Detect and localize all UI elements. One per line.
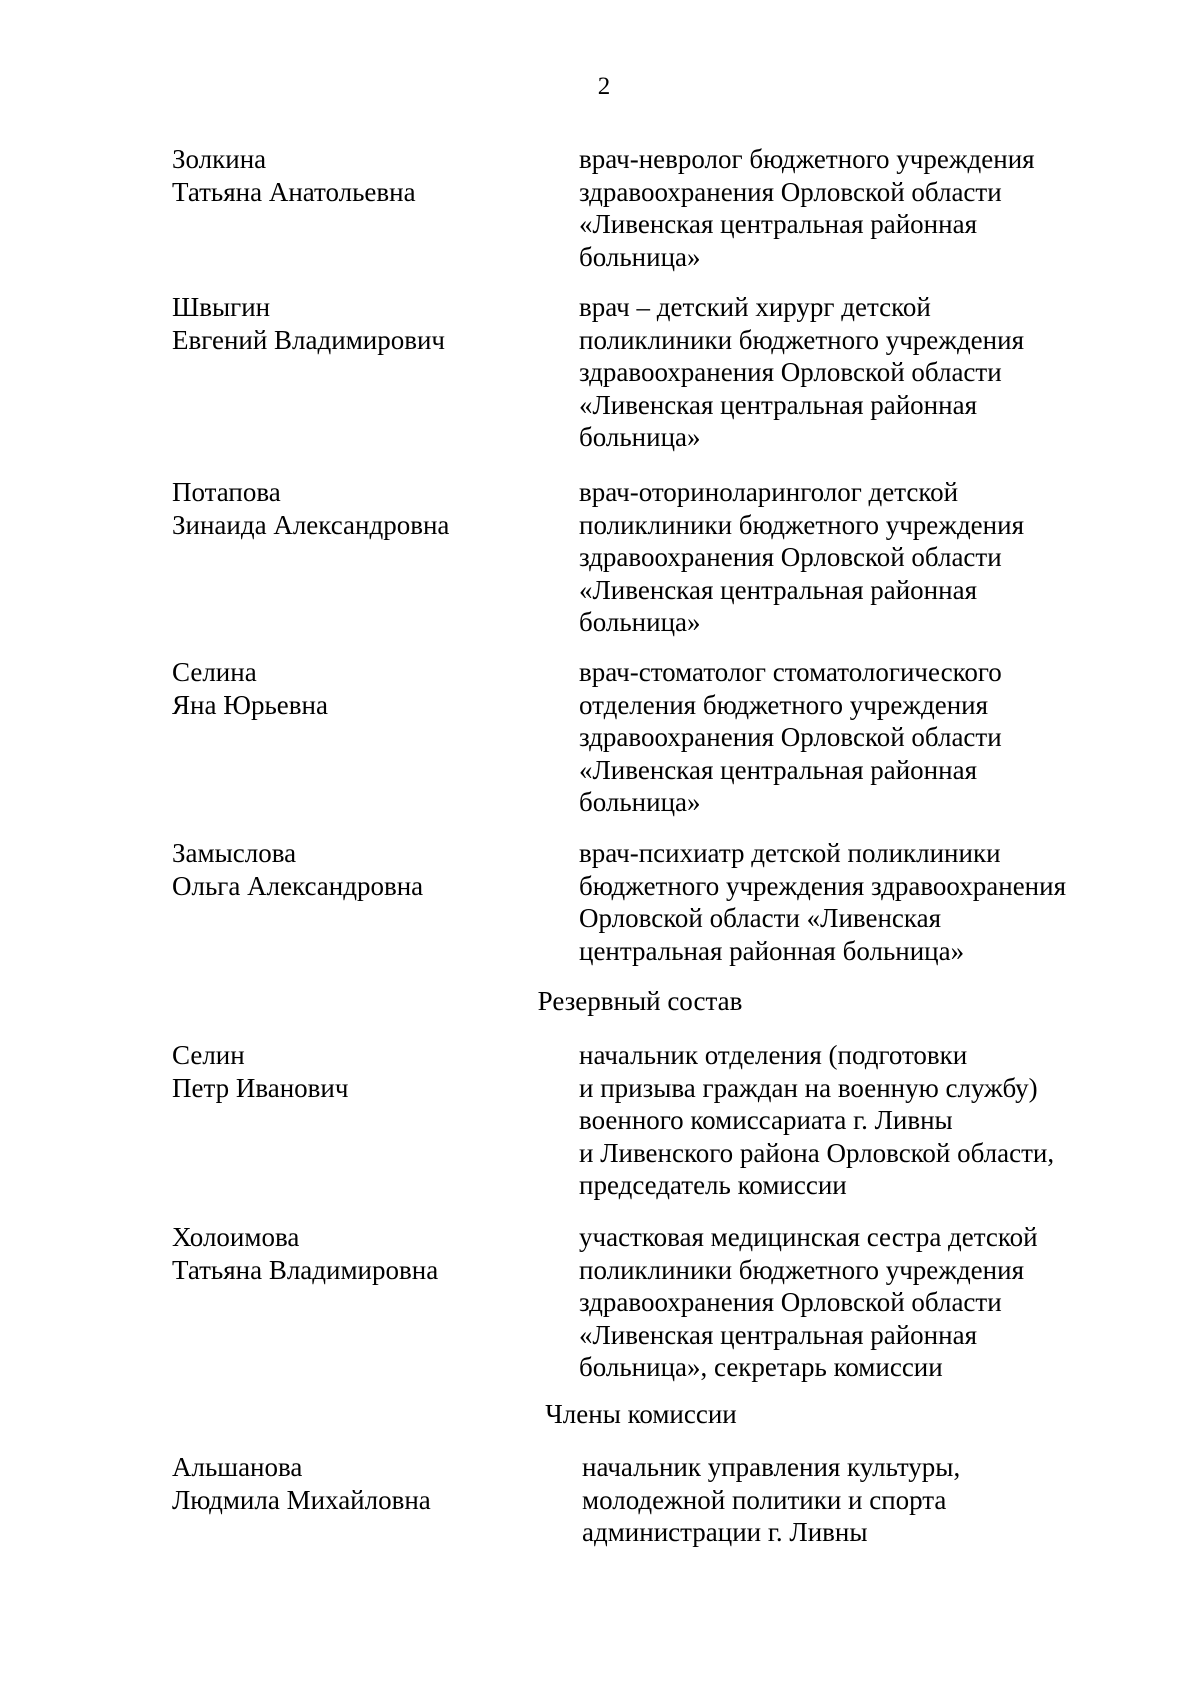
member-role	[579, 1039, 1119, 1202]
member-name	[172, 291, 572, 356]
section-heading-reserve: Резервный состав	[537, 986, 743, 1016]
section-heading-members: Члены комиссии	[545, 1399, 737, 1429]
role-line: здравоохранения Орловской области	[579, 176, 1002, 207]
role-line: и призыва граждан на военную службу)	[579, 1072, 1038, 1103]
member-name	[172, 1221, 572, 1286]
member-role	[579, 291, 1119, 454]
member-surname: Селина	[172, 657, 257, 687]
role-line: поликлиники бюджетного учреждения	[579, 509, 1024, 540]
role-line: больница»	[579, 787, 701, 817]
member-name	[172, 837, 572, 902]
role-line: здравоохранения Орловской области	[579, 722, 1002, 752]
role-line: здравоохранения Орловской области	[579, 542, 1002, 572]
role-line: военного комиссариата г. Ливны	[579, 1105, 953, 1135]
member-given-names: Яна Юрьевна	[172, 689, 328, 720]
role-line: «Ливенская центральная районная	[579, 574, 977, 605]
role-line: «Ливенская центральная районная	[579, 754, 977, 785]
role-line: молодежной политики и спорта	[582, 1484, 947, 1515]
role-line: врач – детский хирург детской	[579, 292, 931, 322]
member-role	[582, 1451, 1122, 1549]
role-line: бюджетного учреждения здравоохранения	[579, 870, 1066, 901]
role-line: врач-оториноларинголог детской	[579, 477, 959, 507]
member-given-names: Петр Иванович	[172, 1072, 349, 1103]
member-surname: Холоимова	[172, 1222, 300, 1252]
role-line: поликлиники бюджетного учреждения	[579, 324, 1024, 355]
member-role	[579, 837, 1119, 967]
role-line: врач-психиатр детской поликлиники	[579, 838, 1001, 868]
role-line: больница»	[579, 422, 701, 452]
member-name	[172, 1039, 572, 1104]
role-line: здравоохранения Орловской области	[579, 1287, 1002, 1317]
role-line: участковая медицинская сестра детской	[579, 1222, 1038, 1252]
member-name	[172, 656, 572, 721]
role-line: начальник управления культуры,	[582, 1452, 961, 1482]
member-surname: Альшанова	[172, 1452, 303, 1482]
member-role	[579, 1221, 1119, 1384]
member-role	[579, 656, 1119, 819]
role-line: поликлиники бюджетного учреждения	[579, 1254, 1024, 1285]
role-line: администрации г. Ливны	[582, 1517, 868, 1547]
member-given-names: Татьяна Анатольевна	[172, 176, 416, 207]
member-surname: Потапова	[172, 477, 281, 507]
role-line: «Ливенская центральная районная	[579, 389, 977, 420]
role-line: врач-стоматолог стоматологического	[579, 657, 1002, 687]
member-role	[579, 143, 1119, 273]
member-name	[172, 143, 572, 208]
member-given-names: Ольга Александровна	[172, 870, 424, 901]
role-line: центральная районная больница»	[579, 935, 965, 966]
member-surname: Золкина	[172, 144, 267, 174]
member-role	[579, 476, 1119, 639]
member-surname: Селин	[172, 1040, 245, 1070]
member-name	[172, 476, 572, 541]
role-line: больница»	[579, 607, 701, 637]
member-given-names: Татьяна Владимировна	[172, 1254, 439, 1285]
member-given-names: Евгений Владимирович	[172, 324, 446, 355]
member-surname: Швыгин	[172, 292, 271, 322]
role-line: больница», секретарь комиссии	[579, 1352, 943, 1382]
member-surname: Замыслова	[172, 838, 297, 868]
role-line: отделения бюджетного учреждения	[579, 689, 989, 720]
role-line: здравоохранения Орловской области	[579, 357, 1002, 387]
role-line: «Ливенская центральная районная	[579, 1319, 977, 1350]
role-line: врач-невролог бюджетного учреждения	[579, 144, 1035, 174]
role-line: начальник отделения (подготовки	[579, 1040, 968, 1070]
member-given-names: Зинаида Александровна	[172, 509, 450, 540]
role-line: больница»	[579, 241, 701, 272]
member-given-names: Людмила Михайловна	[172, 1484, 431, 1515]
role-line: председатель комиссии	[579, 1170, 847, 1200]
role-line: «Ливенская центральная районная	[579, 209, 977, 239]
role-line: и Ливенского района Орловской области,	[579, 1137, 1055, 1168]
role-line: Орловской области «Ливенская	[579, 903, 942, 933]
page-number: 2	[597, 73, 611, 100]
member-name	[172, 1451, 572, 1516]
